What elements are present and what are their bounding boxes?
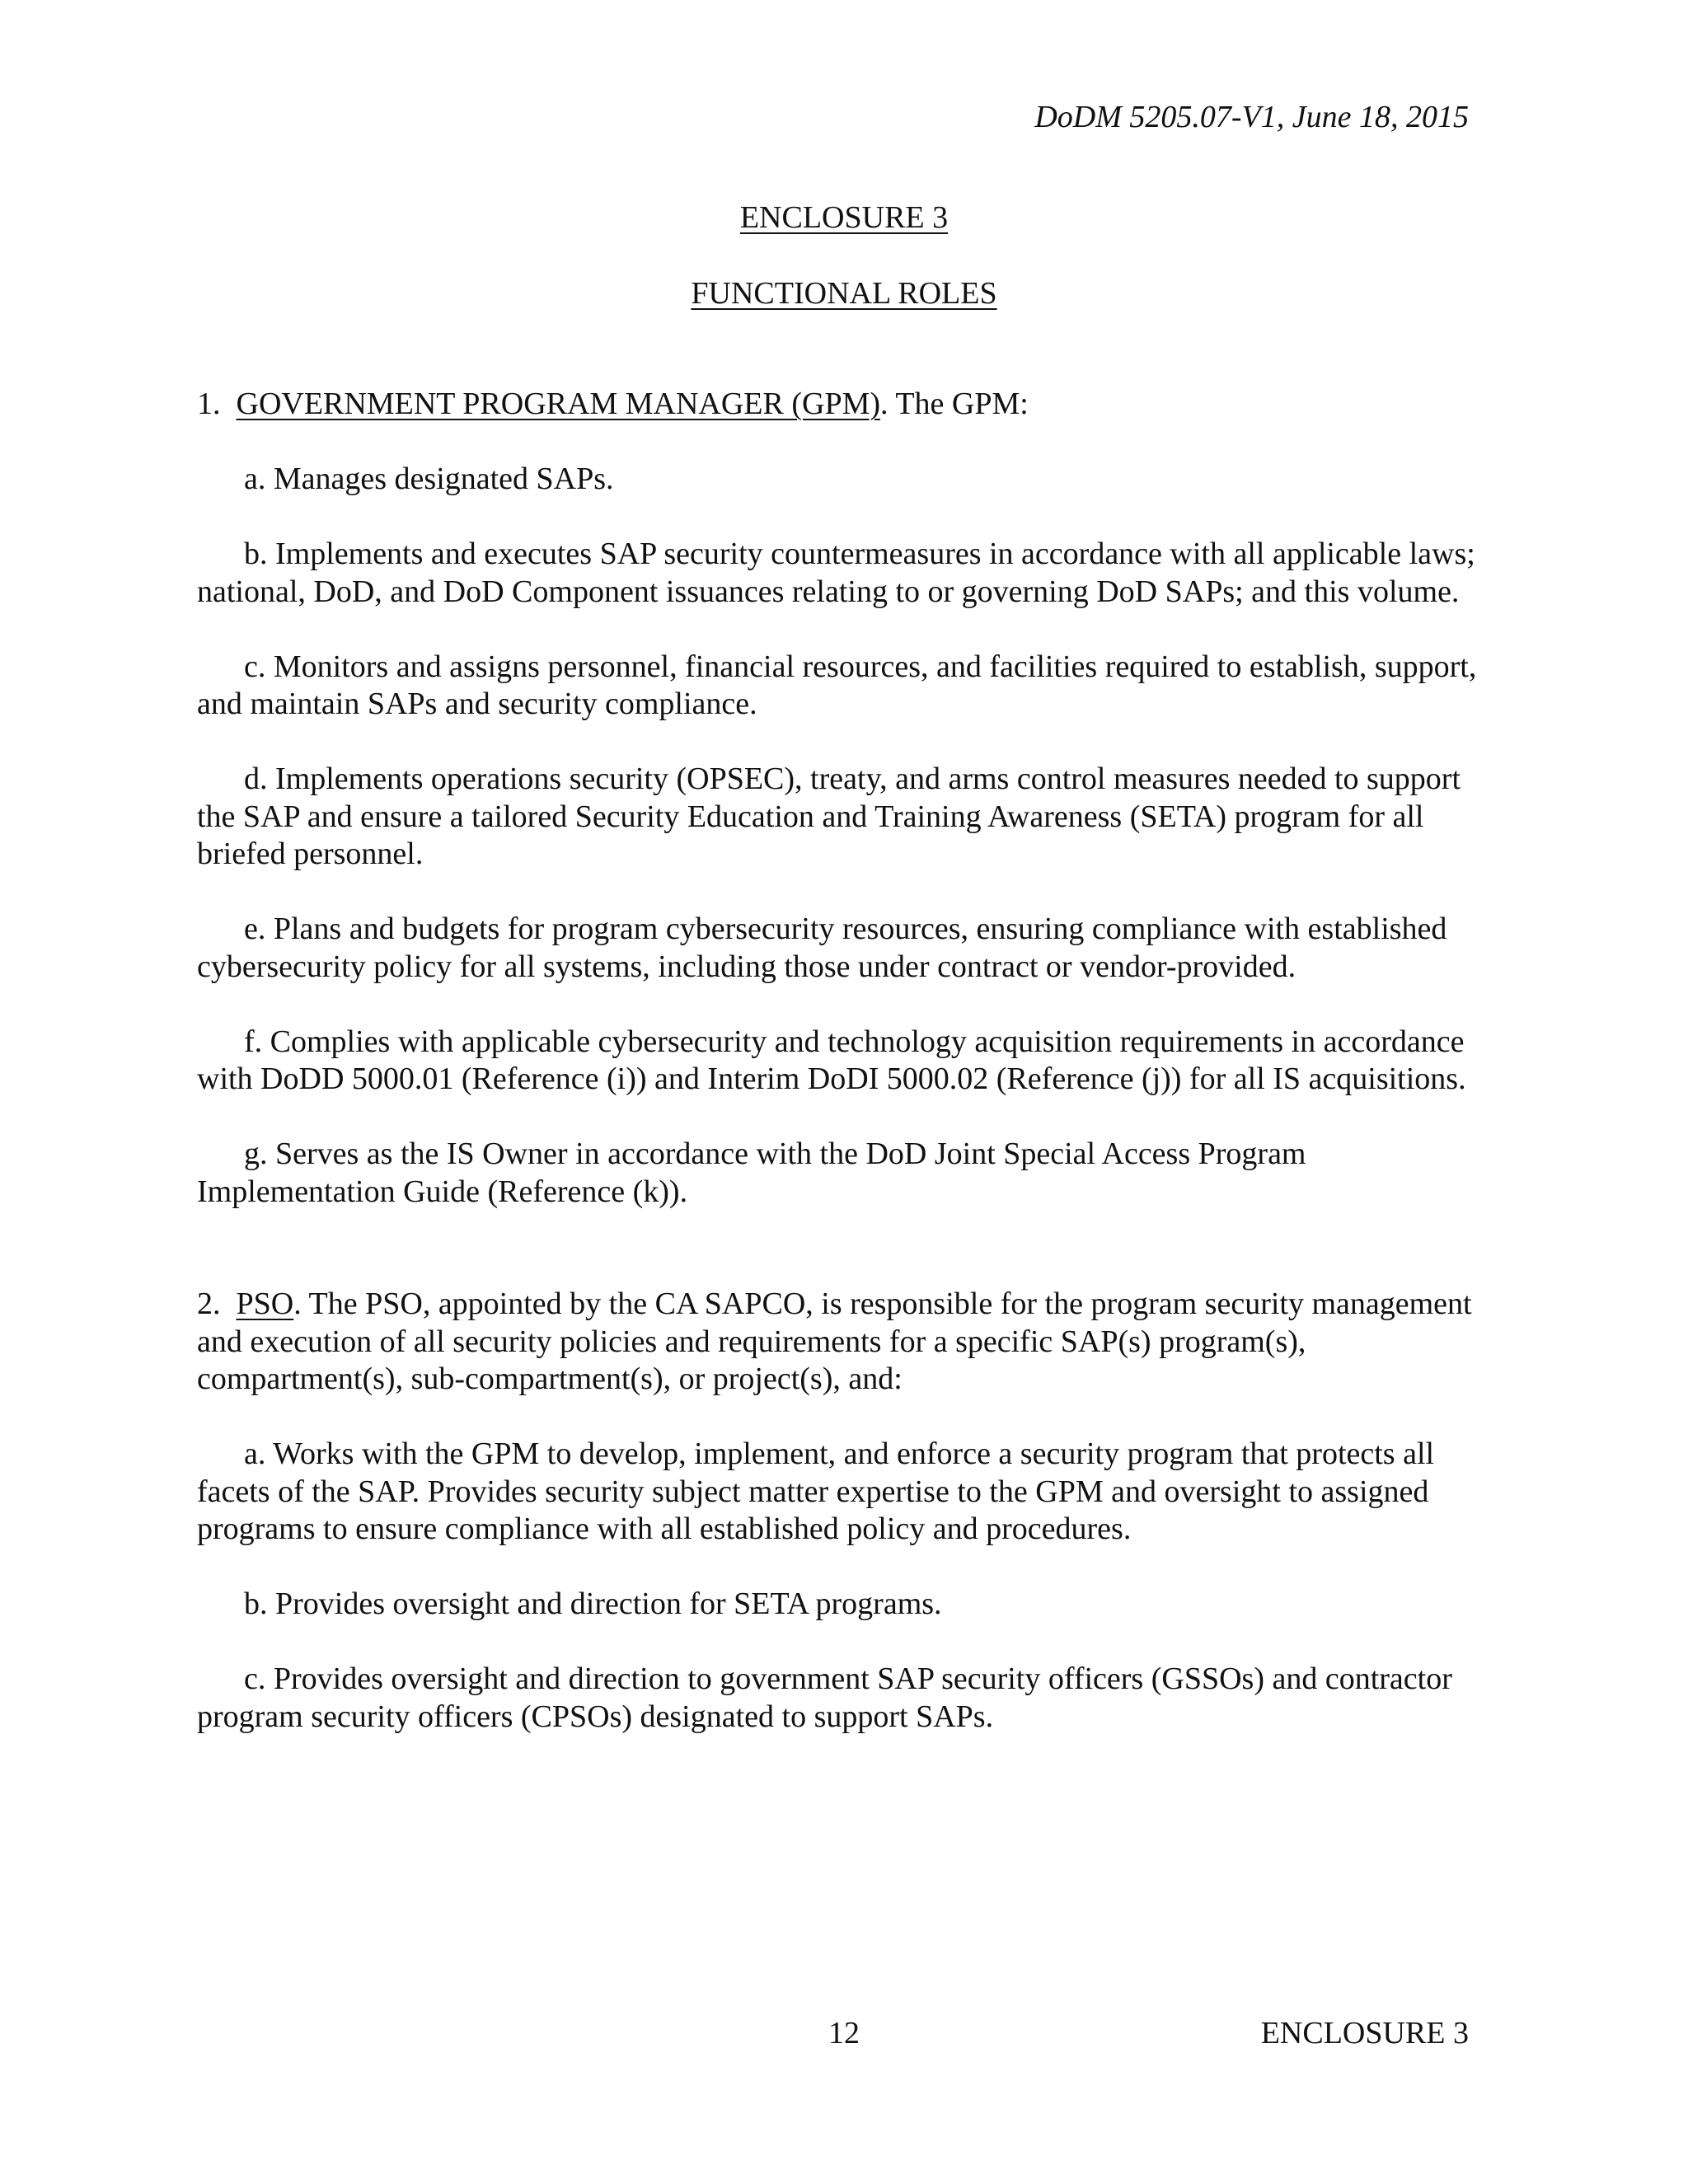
running-header: DoDM 5205.07-V1, June 18, 2015: [1034, 100, 1469, 134]
section-2-item-b: b. Provides oversight and direction for SETA programs.: [244, 1586, 942, 1621]
document-body: [197, 386, 1487, 1736]
section-title-text: FUNCTIONAL ROLES: [691, 276, 997, 311]
footer-enclosure-label: ENCLOSURE 3: [1260, 2016, 1469, 2050]
section-2-intro: . The PSO, appointed by the CA SAPCO, is responsible for the program security management and execution of all security policies and requirements for a specific SAP(s) program(s), compartment(s), sub-compartment(s), or project(s), and:: [197, 1286, 1472, 1396]
section-2-number: 2.: [197, 1286, 221, 1321]
section-title: [0, 274, 1688, 313]
section-2-heading-text: PSO: [236, 1286, 294, 1321]
section-1-intro: . The GPM:: [880, 387, 1029, 421]
enclosure-title: [0, 198, 1688, 237]
enclosure-title-text: ENCLOSURE 3: [739, 200, 949, 235]
section-2-item-c: c. Provides oversight and direction to government SAP security officers (GSSOs) and contractor program security officers (CPSOs) designated to support SAPs.: [197, 1661, 1452, 1734]
section-1-item-c: c. Monitors and assigns personnel, financial resources, and facilities required to establish, support, and maintain SAPs and security compliance.: [197, 649, 1477, 721]
section-1-heading: [197, 386, 1487, 424]
section-1-item-a: a. Manages designated SAPs.: [244, 462, 614, 496]
section-1-item-b: b. Implements and executes SAP security countermeasures in accordance with all applicable laws; national, DoD, and DoD Component issuances relating to or governing DoD SAPs; and this volume.: [197, 537, 1475, 609]
section-1-item-d: d. Implements operations security (OPSEC), treaty, and arms control measures needed to support the SAP and ensure a tailored Security Education and Training Awareness (SETA) program for all briefed personnel.: [197, 762, 1461, 871]
section-2-item-a: a. Works with the GPM to develop, implement, and enforce a security program that protects all facets of the SAP. Provides security subject matter expertise to the GPM and oversight to assigned programs to ensure compliance with all established policy and procedures.: [197, 1436, 1435, 1546]
section-1-item-e: e. Plans and budgets for program cybersecurity resources, ensuring compliance with established cybersecurity policy for all systems, including those under contract or vendor-provided.: [197, 912, 1447, 984]
section-1-number: 1.: [197, 387, 221, 421]
page-number: 12: [828, 2016, 860, 2050]
section-2-heading: [197, 1286, 1487, 1399]
section-1-item-g: g. Serves as the IS Owner in accordance with the DoD Joint Special Access Program Implementation Guide (Reference (k)).: [197, 1137, 1306, 1209]
section-1-heading-text: GOVERNMENT PROGRAM MANAGER (GPM): [236, 387, 881, 421]
section-1-item-f: f. Complies with applicable cybersecurity and technology acquisition requirements in accordance with DoDD 5000.01 (Reference (i)) and Interim DoDI 5000.02 (Reference (j)) for all IS acquisitions.: [197, 1024, 1466, 1096]
